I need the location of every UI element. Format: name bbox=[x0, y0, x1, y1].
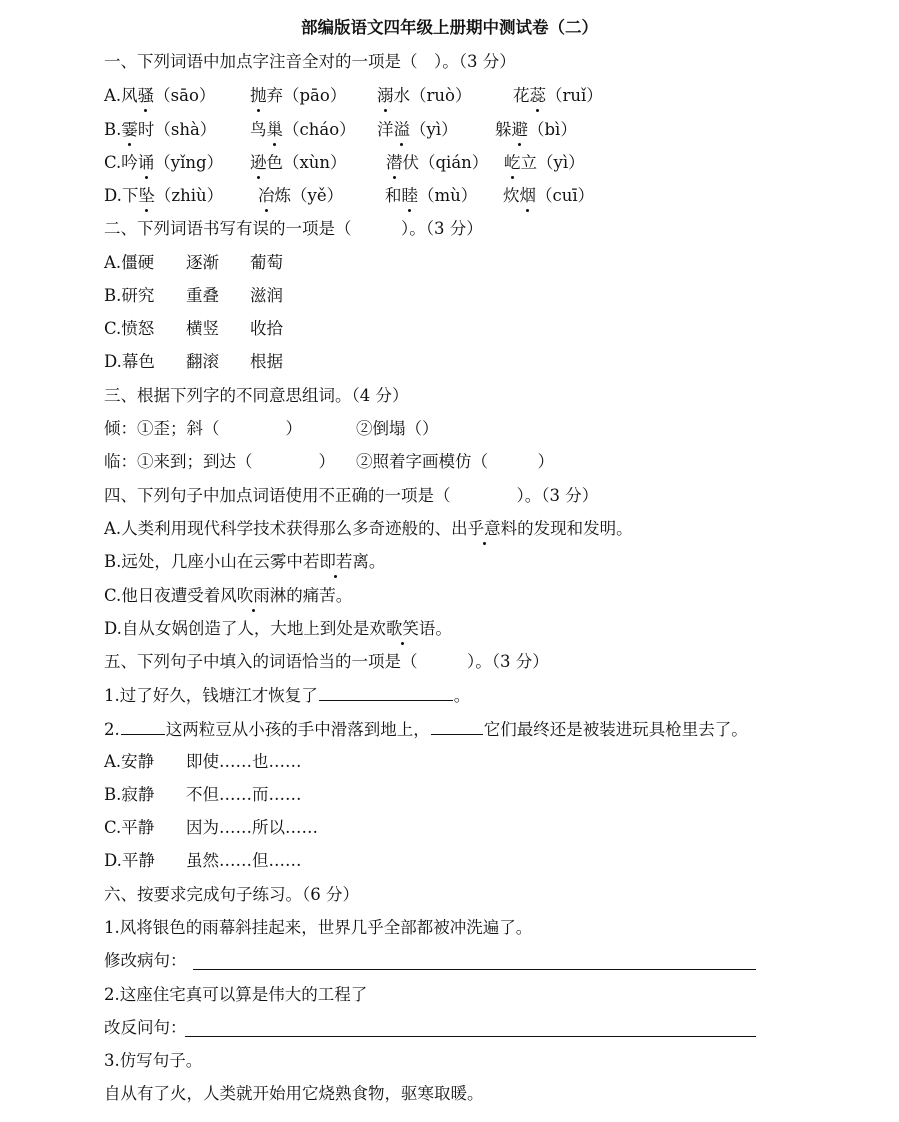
q6-sentence-1: 1.风将银色的雨幕斜挂起来，世界几乎全部都被冲洗遍了。 bbox=[104, 918, 533, 937]
q3-line-qing: 倾：①歪；斜（ ） ②倒塌（） bbox=[104, 419, 439, 438]
q1-option-c: C.吟诵（yǐng） 逊色（xùn） 潜伏（qián） 屹立（yì） bbox=[104, 153, 585, 172]
q6-label-rhetorical: 改反问句： bbox=[104, 1018, 187, 1037]
fill-blank[interactable] bbox=[431, 718, 483, 735]
q5-option-a: A.安静 即使……也…… bbox=[104, 752, 302, 771]
q4-option-b: B.远处，几座小山在云雾中若即若离。 bbox=[104, 552, 386, 571]
q1-option-d: D.下坠（zhiù） 冶炼（yě） 和睦（mù） 炊烟（cuī） bbox=[104, 186, 595, 205]
fill-blank[interactable] bbox=[319, 684, 453, 701]
fill-blank[interactable] bbox=[121, 718, 165, 735]
q5-option-b: B.寂静 不但……而…… bbox=[104, 785, 302, 804]
q5-heading: 五、下列句子中填入的词语恰当的一项是（ ）。（3 分） bbox=[104, 652, 549, 671]
q5-option-c: C.平静 因为……所以…… bbox=[104, 818, 318, 837]
q4-option-d: D.自从女娲创造了人，大地上到处是欢歌笑语。 bbox=[104, 619, 452, 638]
page-title: 部编版语文四年级上册期中测试卷（二） bbox=[301, 18, 598, 37]
q2-heading: 二、下列词语书写有误的一项是（ ）。（3 分） bbox=[104, 219, 483, 238]
q6-sentence-3: 3.仿写句子。 bbox=[104, 1051, 203, 1070]
q5-sentence-1: 1.过了好久，钱塘江才恢复了 。 bbox=[104, 686, 471, 705]
q6-label-fix: 修改病句： bbox=[104, 951, 187, 970]
q1-heading: 一、下列词语中加点字注音全对的一项是（ ）。（3 分） bbox=[104, 52, 516, 71]
q2-option-a: A.僵硬 逐渐 葡萄 bbox=[104, 253, 283, 272]
q2-option-c: C.愤怒 横竖 收拾 bbox=[104, 319, 283, 338]
q4-option-a: A.人类利用现代科学技术获得那么多奇迹般的、出乎意料的发现和发明。 bbox=[104, 519, 633, 538]
q1-option-a: A.风骚（sāo） 抛弃（pāo） 溺水（ruò） 花蕊（ruǐ） bbox=[104, 86, 603, 105]
q6-sentence-2: 2.这座住宅真可以算是伟大的工程了 bbox=[104, 985, 368, 1004]
q2-option-b: B.研究 重叠 滋润 bbox=[104, 286, 283, 305]
q6-sentence-4: 自从有了火，人类就开始用它烧熟食物，驱寒取暖。 bbox=[104, 1084, 484, 1103]
q5-option-d: D.平静 虽然……但…… bbox=[104, 851, 302, 870]
q4-heading: 四、下列句子中加点词语使用不正确的一项是（ ）。（3 分） bbox=[104, 486, 599, 505]
q3-line-lin: 临：①来到；到达（ ） ②照着字画模仿（ ） bbox=[104, 452, 554, 471]
q6-heading: 六、按要求完成句子练习。（6 分） bbox=[104, 885, 359, 904]
q4-option-c: C.他日夜遭受着风吹雨淋的痛苦。 bbox=[104, 586, 353, 605]
answer-line[interactable] bbox=[193, 969, 756, 970]
q2-option-d: D.幕色 翻滚 根据 bbox=[104, 352, 283, 371]
q5-sentence-2: 2. 这两粒豆从小孩的手中滑落到地上， 它们最终还是被装进玩具枪里去了。 bbox=[104, 720, 748, 739]
q3-heading: 三、根据下列字的不同意思组词。（4 分） bbox=[104, 386, 409, 405]
q1-option-b: B.霎时（shà） 鸟巢（cháo） 洋溢（yì） 躲避（bì） bbox=[104, 120, 577, 139]
answer-line[interactable] bbox=[185, 1036, 756, 1037]
